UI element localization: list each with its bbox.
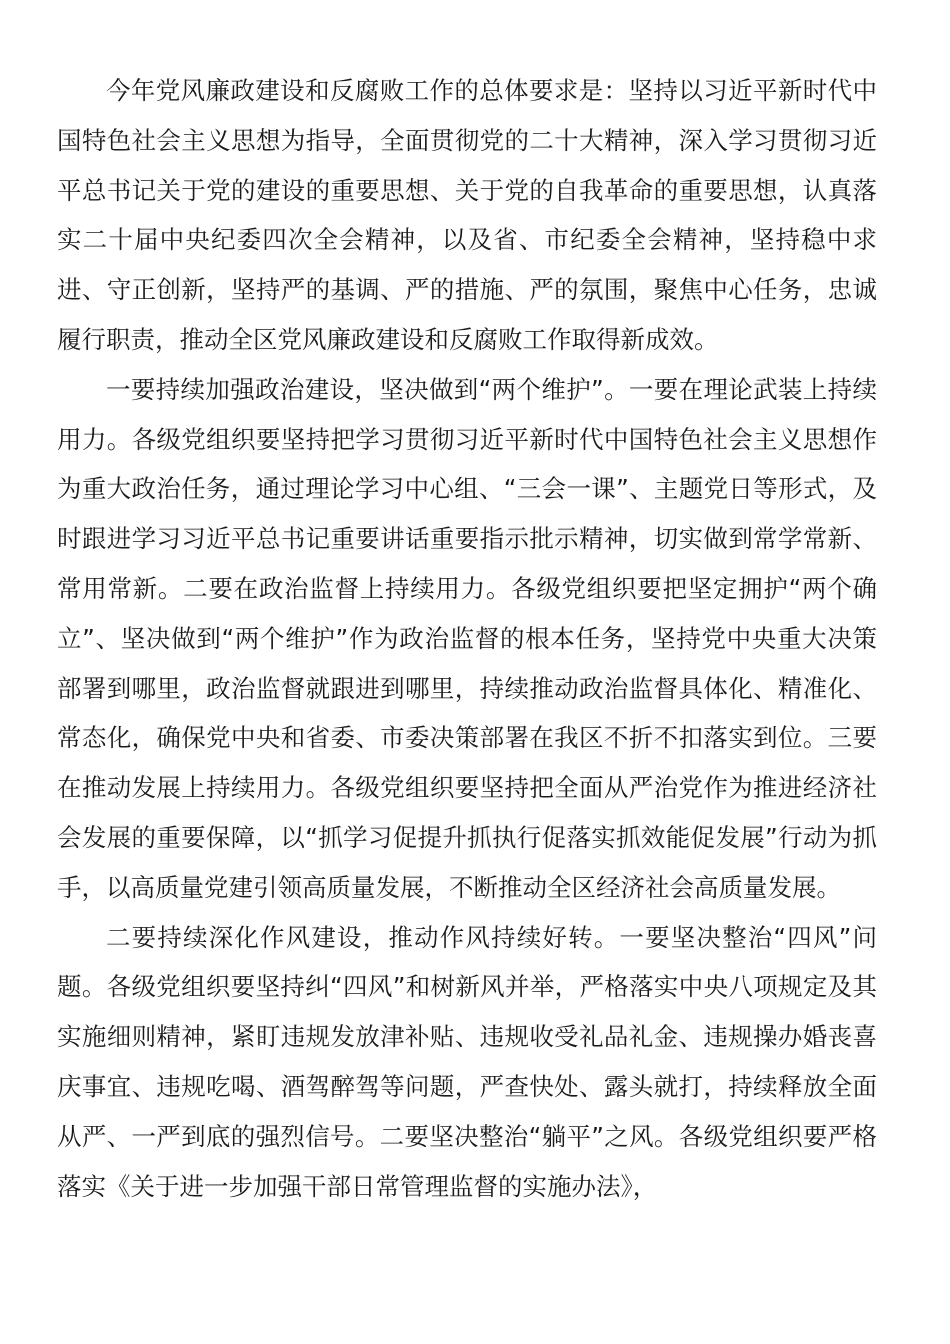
paragraph-general-requirements: 今年党风廉政建设和反腐败工作的总体要求是：坚持以习近平新时代中国特色社会主义思想为指导，全面贯彻党的二十大精神，深入学习贯彻习近平总书记关于党的建设的重要思想、关于党的自我革命的重要思想，认真落实二十届中央纪委四次全会精神，以及省、市纪委全会精神，坚持稳中求进、守正创新，坚持严的基调、严的措施、严的氛围，聚焦中心任务，忠诚履行职责，推动全区党风廉政建设和反腐败工作取得新成效。 — [57, 76, 877, 354]
document-body — [57, 66, 877, 1211]
paragraph-work-style-construction: 二要持续深化作风建设，推动作风持续好转。一要坚决整治“四风”问题。各级党组织要坚持纠“四风”和树新风并举，严格落实中央八项规定及其实施细则精神，紧盯违规发放津补贴、违规收受礼品礼金、违规操办婚丧喜庆事宜、违规吃喝、酒驾醉驾等问题，严查快处、露头就打，持续释放全面从严、一严到底的强烈信号。二要坚决整治“躺平”之风。各级党组织要严格落实《关于进一步加强干部日常管理监督的实施办法》， — [57, 922, 877, 1201]
paragraph-political-construction: 一要持续加强政治建设，坚决做到“两个维护”。一要在理论武装上持续用力。各级党组织要坚持把学习贯彻习近平新时代中国特色社会主义思想作为重大政治任务，通过理论学习中心组、“三会一课”、主题党日等形式，及时跟进学习习近平总书记重要讲话重要指示批示精神，切实做到常学常新、常用常新。二要在政治监督上持续用力。各级党组织要把坚定拥护“两个确立”、坚决做到“两个维护”作为政治监督的根本任务，坚持党中央重大决策部署到哪里，政治监督就跟进到哪里，持续推动政治监督具体化、精准化、常态化，确保党中央和省委、市委决策部署在我区不折不扣落实到位。三要在推动发展上持续用力。各级党组织要坚持把全面从严治党作为推进经济社会发展的重要保障，以“抓学习促提升抓执行促落实抓效能促发展”行动为抓手，以高质量党建引领高质量发展，不断推动全区经济社会高质量发展。 — [57, 374, 877, 902]
